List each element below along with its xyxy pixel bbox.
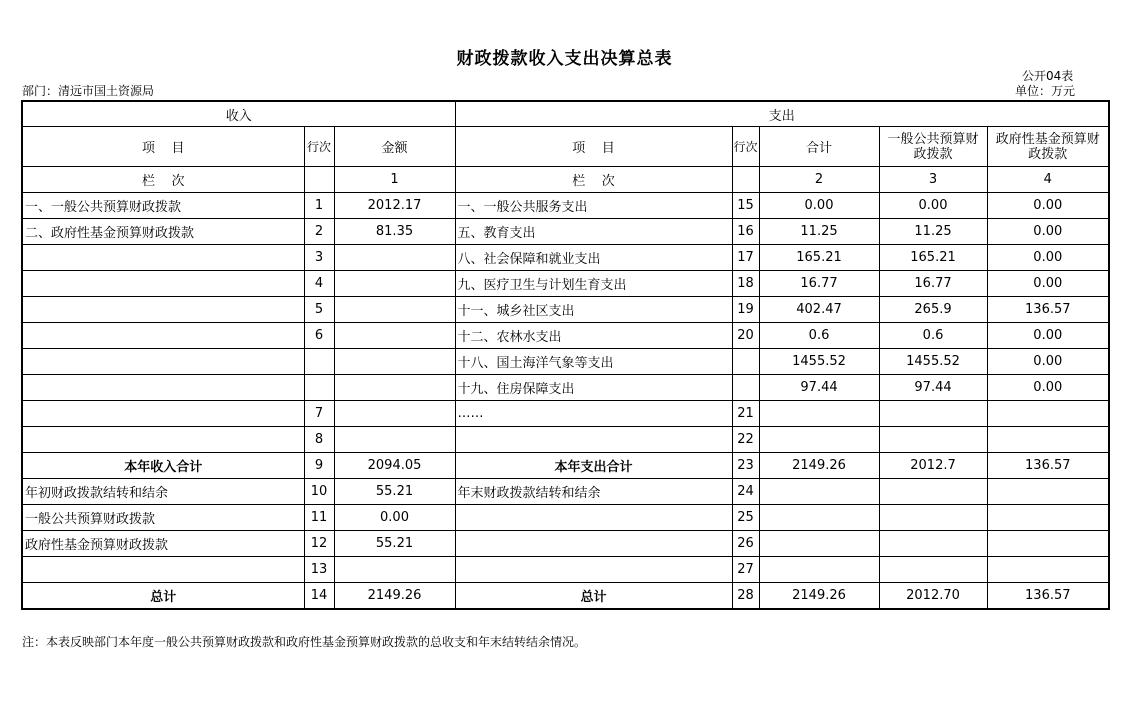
- fund-budget-header: 政府性基金预算财政拨款: [987, 127, 1109, 167]
- expense-total: 97.44: [759, 375, 879, 401]
- income-row-no: 9: [304, 453, 334, 479]
- expense-general-budget: 0.00: [879, 193, 987, 219]
- expense-row-no: 27: [732, 557, 759, 583]
- income-carryover-item: 政府性基金预算财政拨款: [22, 531, 304, 557]
- income-carryover-amount: 55.21: [334, 531, 455, 557]
- expense-general-budget: 1455.52: [879, 349, 987, 375]
- column-header-row: [22, 127, 1109, 167]
- expense-general-budget: [879, 401, 987, 427]
- income-item: [22, 323, 304, 349]
- income-amount: [334, 375, 455, 401]
- income-row-no: 8: [304, 427, 334, 453]
- expense-item: 十二、农林水支出: [455, 323, 732, 349]
- income-row-no: 7: [304, 401, 334, 427]
- income-item: [22, 349, 304, 375]
- income-amount: [334, 427, 455, 453]
- expense-item: 十九、住房保障支出: [455, 375, 732, 401]
- year-total-row: [22, 453, 1109, 479]
- expense-row-no: 17: [732, 245, 759, 271]
- expense-item: 十八、国土海洋气象等支出: [455, 349, 732, 375]
- expense-total: [759, 401, 879, 427]
- income-amount: [334, 323, 455, 349]
- expense-row-no: 16: [732, 219, 759, 245]
- col-index-3: 3: [879, 167, 987, 193]
- expense-fund-budget: [987, 427, 1109, 453]
- table-row: [22, 271, 1109, 297]
- income-item: [22, 401, 304, 427]
- expense-grand-total: 2149.26: [759, 583, 879, 610]
- expense-year-fund-budget: 136.57: [987, 453, 1109, 479]
- income-grand-total-label: 总计: [22, 583, 304, 610]
- income-amount: 81.35: [334, 219, 455, 245]
- income-carryover-item: [22, 557, 304, 583]
- expense-fund-budget: 0.00: [987, 323, 1109, 349]
- expense-grand-general-budget: 2012.70: [879, 583, 987, 610]
- form-number: 公开04表: [1022, 69, 1074, 83]
- expense-year-total-label: 本年支出合计: [455, 453, 732, 479]
- income-row-no: 5: [304, 297, 334, 323]
- expense-item: [455, 427, 732, 453]
- table-row: [22, 219, 1109, 245]
- expense-total: 16.77: [759, 271, 879, 297]
- income-item-header: 项 目: [22, 127, 304, 167]
- empty-cell: [987, 531, 1109, 557]
- expense-fund-budget: 0.00: [987, 349, 1109, 375]
- expense-fund-budget: 0.00: [987, 219, 1109, 245]
- expense-carryover-item: 年末财政拨款结转和结余: [455, 479, 732, 505]
- empty-cell: [879, 531, 987, 557]
- income-row-no: 6: [304, 323, 334, 349]
- income-row-no: 2: [304, 219, 334, 245]
- expense-fund-budget: 0.00: [987, 245, 1109, 271]
- expense-general-budget: 265.9: [879, 297, 987, 323]
- expense-row-no: 26: [732, 531, 759, 557]
- income-header: 收入: [22, 101, 455, 127]
- income-carryover-item: 年初财政拨款结转和结余: [22, 479, 304, 505]
- expense-total: 11.25: [759, 219, 879, 245]
- income-row-no: 3: [304, 245, 334, 271]
- income-amount: [334, 401, 455, 427]
- empty-cell: [759, 557, 879, 583]
- expense-total: 0.00: [759, 193, 879, 219]
- expense-general-budget: [879, 427, 987, 453]
- empty-cell: [759, 505, 879, 531]
- income-item: [22, 271, 304, 297]
- expense-general-budget: 16.77: [879, 271, 987, 297]
- income-item: [22, 375, 304, 401]
- income-grand-total-amount: 2149.26: [334, 583, 455, 610]
- expense-total: [759, 427, 879, 453]
- income-amount: [334, 271, 455, 297]
- income-carryover-amount: 0.00: [334, 505, 455, 531]
- income-year-total-amount: 2094.05: [334, 453, 455, 479]
- income-carryover-item: 一般公共预算财政拨款: [22, 505, 304, 531]
- col-index-1: 1: [334, 167, 455, 193]
- income-row-no-header: 行次: [304, 127, 334, 167]
- expense-total: 402.47: [759, 297, 879, 323]
- expense-item: 五、教育支出: [455, 219, 732, 245]
- carryover-row: [22, 557, 1109, 583]
- expense-general-budget: 11.25: [879, 219, 987, 245]
- income-amount: 2012.17: [334, 193, 455, 219]
- expense-header: 支出: [455, 101, 1109, 127]
- expense-row-no: 25: [732, 505, 759, 531]
- expense-item: 八、社会保障和就业支出: [455, 245, 732, 271]
- income-year-total-label: 本年收入合计: [22, 453, 304, 479]
- income-amount: [334, 245, 455, 271]
- empty-cell: [304, 167, 334, 193]
- expense-row-no: 24: [732, 479, 759, 505]
- table-row: [22, 193, 1109, 219]
- expense-total-header: 合计: [759, 127, 879, 167]
- expense-year-general-budget: 2012.7: [879, 453, 987, 479]
- section-header-row: [22, 101, 1109, 127]
- income-row-no: 14: [304, 583, 334, 610]
- page-title: 财政拨款收入支出决算总表: [456, 49, 673, 69]
- expense-row-no: 20: [732, 323, 759, 349]
- table-row: [22, 375, 1109, 401]
- general-budget-header: 一般公共预算财政拨款: [879, 127, 987, 167]
- expense-row-no: 21: [732, 401, 759, 427]
- expense-row-no: 19: [732, 297, 759, 323]
- income-amount: [334, 297, 455, 323]
- expense-general-budget: 97.44: [879, 375, 987, 401]
- expense-item: 一、一般公共服务支出: [455, 193, 732, 219]
- empty-cell: [732, 167, 759, 193]
- carryover-row: [22, 505, 1109, 531]
- expense-general-budget: 0.6: [879, 323, 987, 349]
- income-row-no: [304, 375, 334, 401]
- income-item: [22, 297, 304, 323]
- expense-grand-total-label: 总计: [455, 583, 732, 610]
- income-row-no: [304, 349, 334, 375]
- empty-cell: [987, 505, 1109, 531]
- income-row-no: 10: [304, 479, 334, 505]
- income-column-label: 栏 次: [22, 167, 304, 193]
- income-row-no: 4: [304, 271, 334, 297]
- expense-row-no: 28: [732, 583, 759, 610]
- income-item: 二、政府性基金预算财政拨款: [22, 219, 304, 245]
- expense-column-label: 栏 次: [455, 167, 732, 193]
- expense-row-no: 18: [732, 271, 759, 297]
- carryover-row: [22, 531, 1109, 557]
- empty-cell: [987, 557, 1109, 583]
- income-item: [22, 245, 304, 271]
- expense-item: ……: [455, 401, 732, 427]
- empty-cell: [987, 479, 1109, 505]
- income-item: [22, 427, 304, 453]
- expense-row-no-header: 行次: [732, 127, 759, 167]
- expense-carryover-item: [455, 505, 732, 531]
- unit-label: 单位：万元: [1015, 84, 1076, 98]
- expense-carryover-item: [455, 557, 732, 583]
- table-row: [22, 349, 1109, 375]
- expense-year-total: 2149.26: [759, 453, 879, 479]
- expense-fund-budget: 136.57: [987, 297, 1109, 323]
- expense-item-header: 项 目: [455, 127, 732, 167]
- column-index-row: [22, 167, 1109, 193]
- income-amount: [334, 349, 455, 375]
- budget-summary-table: [21, 100, 1110, 610]
- expense-row-no: 23: [732, 453, 759, 479]
- expense-general-budget: 165.21: [879, 245, 987, 271]
- expense-grand-fund-budget: 136.57: [987, 583, 1109, 610]
- table-row: [22, 427, 1109, 453]
- footnote: 注：本表反映部门本年度一般公共预算财政拨款和政府性基金预算财政拨款的总收支和年末结转结余情况。: [22, 635, 587, 649]
- expense-carryover-item: [455, 531, 732, 557]
- expense-row-no: 22: [732, 427, 759, 453]
- expense-fund-budget: [987, 401, 1109, 427]
- income-row-no: 12: [304, 531, 334, 557]
- table-row: [22, 401, 1109, 427]
- expense-fund-budget: 0.00: [987, 271, 1109, 297]
- expense-item: 九、医疗卫生与计划生育支出: [455, 271, 732, 297]
- income-row-no: 11: [304, 505, 334, 531]
- expense-item: 十一、城乡社区支出: [455, 297, 732, 323]
- income-amount-header: 金额: [334, 127, 455, 167]
- expense-fund-budget: 0.00: [987, 193, 1109, 219]
- income-row-no: 13: [304, 557, 334, 583]
- table-row: [22, 323, 1109, 349]
- expense-total: 1455.52: [759, 349, 879, 375]
- empty-cell: [759, 531, 879, 557]
- expense-fund-budget: 0.00: [987, 375, 1109, 401]
- expense-row-no: [732, 375, 759, 401]
- grand-total-row: [22, 583, 1109, 610]
- expense-row-no: 15: [732, 193, 759, 219]
- expense-total: 0.6: [759, 323, 879, 349]
- col-index-2: 2: [759, 167, 879, 193]
- expense-total: 165.21: [759, 245, 879, 271]
- empty-cell: [879, 505, 987, 531]
- income-item: 一、一般公共预算财政拨款: [22, 193, 304, 219]
- carryover-row: [22, 479, 1109, 505]
- col-index-4: 4: [987, 167, 1109, 193]
- income-carryover-amount: [334, 557, 455, 583]
- empty-cell: [879, 479, 987, 505]
- empty-cell: [759, 479, 879, 505]
- income-carryover-amount: 55.21: [334, 479, 455, 505]
- expense-row-no: [732, 349, 759, 375]
- income-row-no: 1: [304, 193, 334, 219]
- table-row: [22, 245, 1109, 271]
- table-row: [22, 297, 1109, 323]
- department-label: 部门：清远市国土资源局: [22, 84, 155, 98]
- empty-cell: [879, 557, 987, 583]
